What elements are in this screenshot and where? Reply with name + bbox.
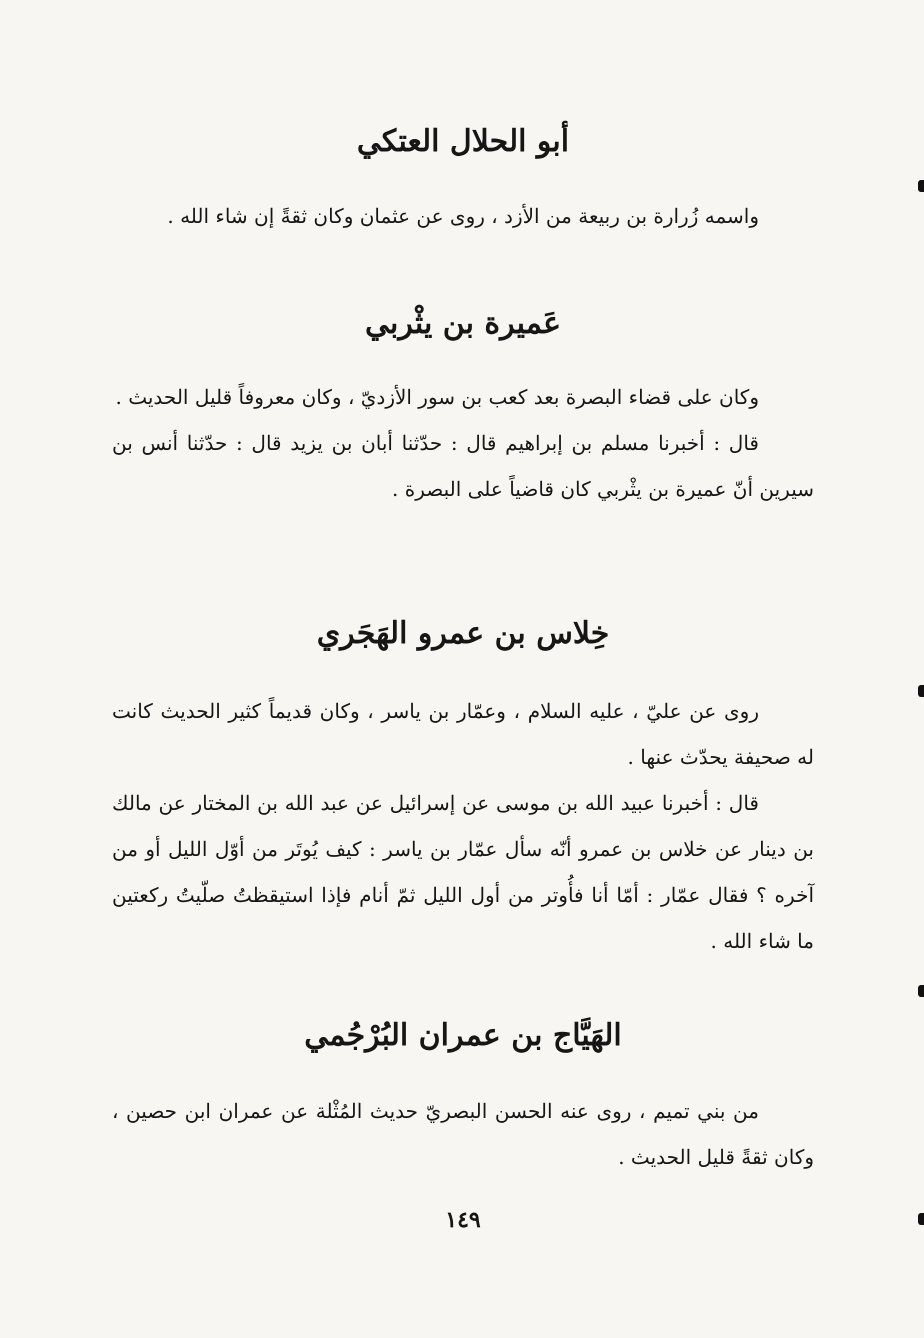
scan-edge-mark [918, 985, 924, 997]
section-heading-khilas: خِلاس بن عمرو الهَجَري [316, 616, 610, 651]
page-number: ١٤٩ [445, 1207, 481, 1233]
section-body-amira [112, 374, 814, 512]
scan-edge-mark [918, 685, 924, 697]
paragraph: من بني تميم ، روى عنه الحسن البصريّ حديث المُثْلة عن عمران ابن حصين ، وكان ثقةً قليل الحديث . [112, 1099, 814, 1169]
section-body-khilas [112, 688, 814, 964]
scan-edge-mark [918, 1213, 924, 1225]
section-heading-hayyaj: الهَيَّاج بن عمران البُرْجُمي [304, 1018, 622, 1053]
paragraph: روى عن عليّ ، عليه السلام ، وعمّار بن ياسر ، وكان قديماً كثير الحديث كانت له صحيفة يحدّث عنها . [112, 699, 814, 769]
section-heading-amira: عَميرة بن يثْربي [365, 306, 561, 341]
section-body-abu-al-hilal [112, 193, 814, 239]
paragraph: واسمه زُرارة بن ربيعة من الأزد ، روى عن عثمان وكان ثقةً إن شاء الله . [167, 204, 759, 228]
section-heading-abu-al-hilal: أبو الحلال العتكي [356, 124, 570, 159]
paragraph: قال : أخبرنا عبيد الله بن موسى عن إسرائيل عن عبد الله بن المختار عن مالك بن دينار عن خلاس بن عمرو أنّه سأل عمّار بن ياسر : كيف يُوتَر من أوّل الليل أو من آخره ؟ فقال عمّار : أمّا أنا فأُوتر من أول الليل ثمّ أنام فإذا استيقظتُ صلّيتُ ركعتين ما شاء الله . [112, 791, 814, 953]
paragraph: وكان على قضاء البصرة بعد كعب بن سور الأزديّ ، وكان معروفاً قليل الحديث . [115, 385, 759, 409]
paragraph: قال : أخبرنا مسلم بن إبراهيم قال : حدّثنا أبان بن يزيد قال : حدّثنا أنس بن سيرين أنّ عميرة بن يثْربي كان قاضياً على البصرة . [112, 431, 814, 501]
scan-edge-mark [918, 180, 924, 192]
section-body-hayyaj [112, 1088, 814, 1180]
